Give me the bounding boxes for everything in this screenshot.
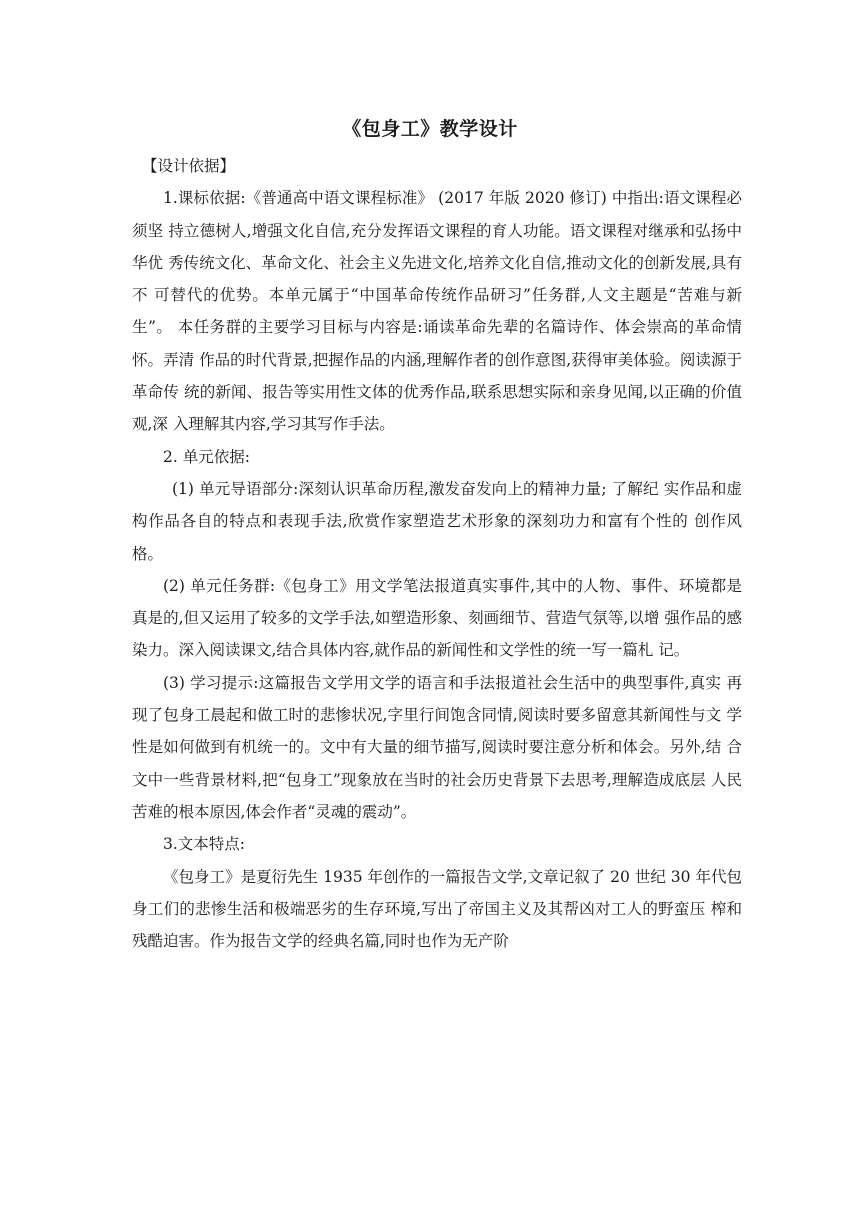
paragraph-learning-tips: (3) 学习提示:这篇报告文学用文学的语言和手法报道社会生活中的典型事件,真实 再现了包身工晨起和做工时的悲惨状况,字里行间饱含同情,阅读时要多留意其新闻性与文 学性是如何做到有机统一的。文中有大量的细节描写,阅读时要注意分析和体会。另外,结 合文中一些背景材料,把“包身工”现象放在当时的社会历史背景下去思考,理解造成底层 人民苦难的根本原因,体会作者“灵魂的震动”。: [132, 673, 742, 821]
paragraph-unit-intro: (1) 单元导语部分:深刻认识革命历程,激发奋发向上的精神力量; 了解纪 实作品和虚构作品各自的特点和表现手法,欣赏作家塑造艺术形象的深刻功力和富有个性的 创作风格。: [132, 479, 742, 563]
document-body: [132, 150, 742, 957]
paragraph-text-features-heading: 3.文本特点:: [163, 835, 246, 854]
paragraph-curriculum-basis: 1.课标依据:《普通高中语文课程标准》 (2017 年版 2020 修订) 中指出:语文课程必须坚 持立德树人,增强文化自信,充分发挥语文课程的育人功能。语文课程对继承和弘扬中华优 秀传统文化、革命文化、社会主义先进文化,培养文化自信,推动文化的创新发展,具有不 可替代的优势。本单元属于“中国革命传统作品研习”任务群,人文主题是“苦难与新生”。 本任务群的主要学习目标与内容是:诵读革命先辈的名篇诗作、体会崇高的革命情怀。弄清 作品的时代背景,把握作品的内涵,理解作者的创作意图,获得审美体验。阅读源于革命传 统的新闻、报告等实用性文体的优秀作品,联系思想实际和亲身见闻,以正确的价值观,深 入理解其内容,学习其写作手法。: [132, 189, 742, 434]
paragraph-unit-task-group: (2) 单元任务群:《包身工》用文学笔法报道真实事件,其中的人物、事件、环境都是真是的,但又运用了较多的文学手法,如塑造形象、刻画细节、营造气氛等,以增 强作品的感染力。深入阅读课文,结合具体内容,就作品的新闻性和文学性的统一写一篇札 记。: [132, 576, 742, 660]
section-heading-design-basis: 【设计依据】: [142, 157, 236, 175]
paragraph-text-features: 《包身工》是夏衍先生 1935 年创作的一篇报告文学,文章记叙了 20 世纪 30 年代包身工们的悲惨生活和极端恶劣的生存环境,写出了帝国主义及其帮凶对工人的野蛮压 榨和残酷迫害。作为报告文学的经典名篇,同时也作为无产阶: [132, 867, 742, 951]
document-title: 《包身工》教学设计: [342, 118, 518, 140]
paragraph-unit-basis-heading: 2. 单元依据:: [163, 447, 250, 466]
